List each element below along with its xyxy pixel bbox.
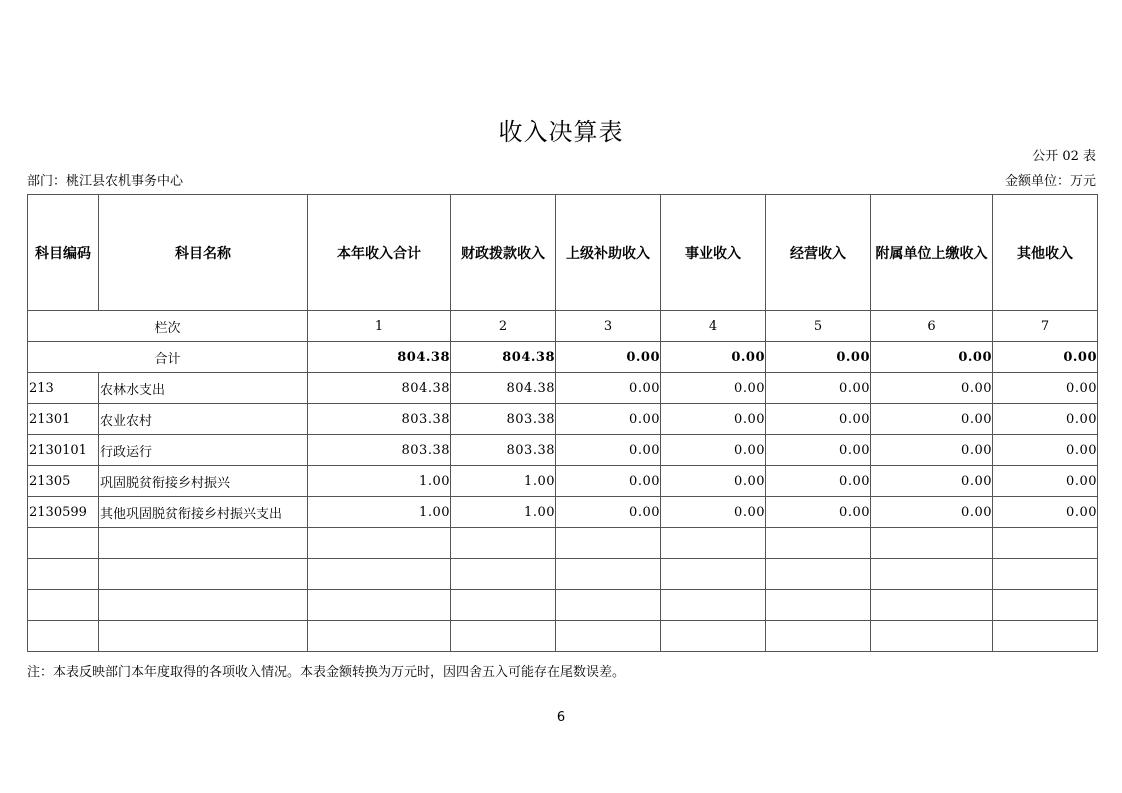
amount-cell: 803.38 xyxy=(308,404,451,435)
empty-cell xyxy=(661,528,766,559)
empty-cell xyxy=(28,528,99,559)
amount-cell: 1.00 xyxy=(451,466,556,497)
amount-unit-label: 金额单位：万元 xyxy=(1004,174,1096,189)
amount-cell: 0.00 xyxy=(766,497,871,528)
empty-cell xyxy=(556,528,661,559)
department-label: 部门：桃江县农机事务中心 xyxy=(27,174,184,189)
column-index: 2 xyxy=(451,311,556,342)
amount-cell: 0.00 xyxy=(766,373,871,404)
subject-code: 2130101 xyxy=(28,435,99,466)
amount-cell: 0.00 xyxy=(993,404,1098,435)
amount-cell: 804.38 xyxy=(451,373,556,404)
empty-cell xyxy=(556,559,661,590)
amount-cell: 0.00 xyxy=(993,497,1098,528)
subject-name: 行政运行 xyxy=(99,435,308,466)
table-row xyxy=(28,373,1098,404)
empty-cell xyxy=(28,559,99,590)
column-index: 5 xyxy=(766,311,871,342)
empty-cell xyxy=(556,590,661,621)
empty-cell xyxy=(871,528,993,559)
header-other-income: 其他收入 xyxy=(993,195,1098,311)
amount-cell: 0.00 xyxy=(993,435,1098,466)
income-table xyxy=(27,194,1098,652)
table-header-row xyxy=(28,195,1098,311)
amount-cell: 1.00 xyxy=(308,466,451,497)
empty-cell xyxy=(993,528,1098,559)
header-business-income: 事业收入 xyxy=(661,195,766,311)
table-note: 注：本表反映部门本年度取得的各项收入情况。本表金额转换为万元时，因四舍五入可能存在尾数误差。 xyxy=(27,665,626,680)
empty-cell xyxy=(993,559,1098,590)
subject-code: 213 xyxy=(28,373,99,404)
empty-cell xyxy=(993,621,1098,652)
total-value: 0.00 xyxy=(661,342,766,373)
empty-cell xyxy=(871,621,993,652)
amount-cell: 0.00 xyxy=(556,466,661,497)
empty-row xyxy=(28,528,1098,559)
header-total-income: 本年收入合计 xyxy=(308,195,451,311)
table-row xyxy=(28,435,1098,466)
amount-cell: 0.00 xyxy=(871,497,993,528)
subject-code: 21301 xyxy=(28,404,99,435)
column-index: 7 xyxy=(993,311,1098,342)
amount-cell: 0.00 xyxy=(556,373,661,404)
total-value: 0.00 xyxy=(871,342,993,373)
subject-name: 巩固脱贫衔接乡村振兴 xyxy=(99,466,308,497)
amount-cell: 0.00 xyxy=(766,466,871,497)
amount-cell: 0.00 xyxy=(871,404,993,435)
header-affiliated-unit-income: 附属单位上缴收入 xyxy=(871,195,993,311)
empty-cell xyxy=(99,528,308,559)
page-number: 6 xyxy=(556,710,566,725)
empty-row xyxy=(28,621,1098,652)
header-subject-code: 科目编码 xyxy=(28,195,99,311)
amount-cell: 0.00 xyxy=(766,435,871,466)
amount-cell: 0.00 xyxy=(661,497,766,528)
empty-cell xyxy=(766,528,871,559)
amount-cell: 0.00 xyxy=(993,373,1098,404)
page-title: 收入决算表 xyxy=(498,118,624,146)
total-value: 804.38 xyxy=(308,342,451,373)
total-row xyxy=(28,342,1098,373)
empty-cell xyxy=(766,559,871,590)
amount-cell: 0.00 xyxy=(871,466,993,497)
header-fiscal-appropriation: 财政拨款收入 xyxy=(451,195,556,311)
empty-cell xyxy=(871,559,993,590)
empty-cell xyxy=(308,528,451,559)
amount-cell: 0.00 xyxy=(556,435,661,466)
amount-cell: 0.00 xyxy=(661,404,766,435)
amount-cell: 1.00 xyxy=(451,497,556,528)
amount-cell: 803.38 xyxy=(451,404,556,435)
total-label: 合计 xyxy=(28,342,308,373)
amount-cell: 0.00 xyxy=(556,404,661,435)
column-index: 6 xyxy=(871,311,993,342)
empty-cell xyxy=(871,590,993,621)
empty-cell xyxy=(661,559,766,590)
column-index: 4 xyxy=(661,311,766,342)
total-value: 0.00 xyxy=(766,342,871,373)
column-index: 3 xyxy=(556,311,661,342)
empty-cell xyxy=(661,621,766,652)
empty-cell xyxy=(993,590,1098,621)
empty-cell xyxy=(766,590,871,621)
subject-name: 其他巩固脱贫衔接乡村振兴支出 xyxy=(99,497,308,528)
empty-cell xyxy=(28,621,99,652)
amount-cell: 0.00 xyxy=(661,466,766,497)
header-subject-name: 科目名称 xyxy=(99,195,308,311)
amount-cell: 0.00 xyxy=(993,466,1098,497)
total-value: 804.38 xyxy=(451,342,556,373)
empty-cell xyxy=(556,621,661,652)
amount-cell: 0.00 xyxy=(871,435,993,466)
total-value: 0.00 xyxy=(993,342,1098,373)
empty-cell xyxy=(451,621,556,652)
header-superior-subsidy: 上级补助收入 xyxy=(556,195,661,311)
table-row xyxy=(28,404,1098,435)
empty-cell xyxy=(451,559,556,590)
header-operating-income: 经营收入 xyxy=(766,195,871,311)
empty-cell xyxy=(308,559,451,590)
amount-cell: 1.00 xyxy=(308,497,451,528)
subject-name: 农林水支出 xyxy=(99,373,308,404)
subject-name: 农业农村 xyxy=(99,404,308,435)
subject-code: 2130599 xyxy=(28,497,99,528)
amount-cell: 804.38 xyxy=(308,373,451,404)
form-number: 公开 02 表 xyxy=(1032,149,1096,164)
amount-cell: 0.00 xyxy=(871,373,993,404)
amount-cell: 803.38 xyxy=(308,435,451,466)
amount-cell: 0.00 xyxy=(766,404,871,435)
subject-code: 21305 xyxy=(28,466,99,497)
column-index-row xyxy=(28,311,1098,342)
empty-row xyxy=(28,590,1098,621)
column-index-label: 栏次 xyxy=(28,311,308,342)
empty-cell xyxy=(28,590,99,621)
amount-cell: 0.00 xyxy=(661,435,766,466)
table-row xyxy=(28,497,1098,528)
amount-cell: 0.00 xyxy=(556,497,661,528)
empty-row xyxy=(28,559,1098,590)
empty-cell xyxy=(308,590,451,621)
empty-cell xyxy=(661,590,766,621)
table-row xyxy=(28,466,1098,497)
empty-cell xyxy=(766,621,871,652)
empty-cell xyxy=(99,590,308,621)
amount-cell: 0.00 xyxy=(661,373,766,404)
total-value: 0.00 xyxy=(556,342,661,373)
amount-cell: 803.38 xyxy=(451,435,556,466)
empty-cell xyxy=(99,621,308,652)
empty-cell xyxy=(99,559,308,590)
column-index: 1 xyxy=(308,311,451,342)
empty-cell xyxy=(451,528,556,559)
empty-cell xyxy=(451,590,556,621)
empty-cell xyxy=(308,621,451,652)
